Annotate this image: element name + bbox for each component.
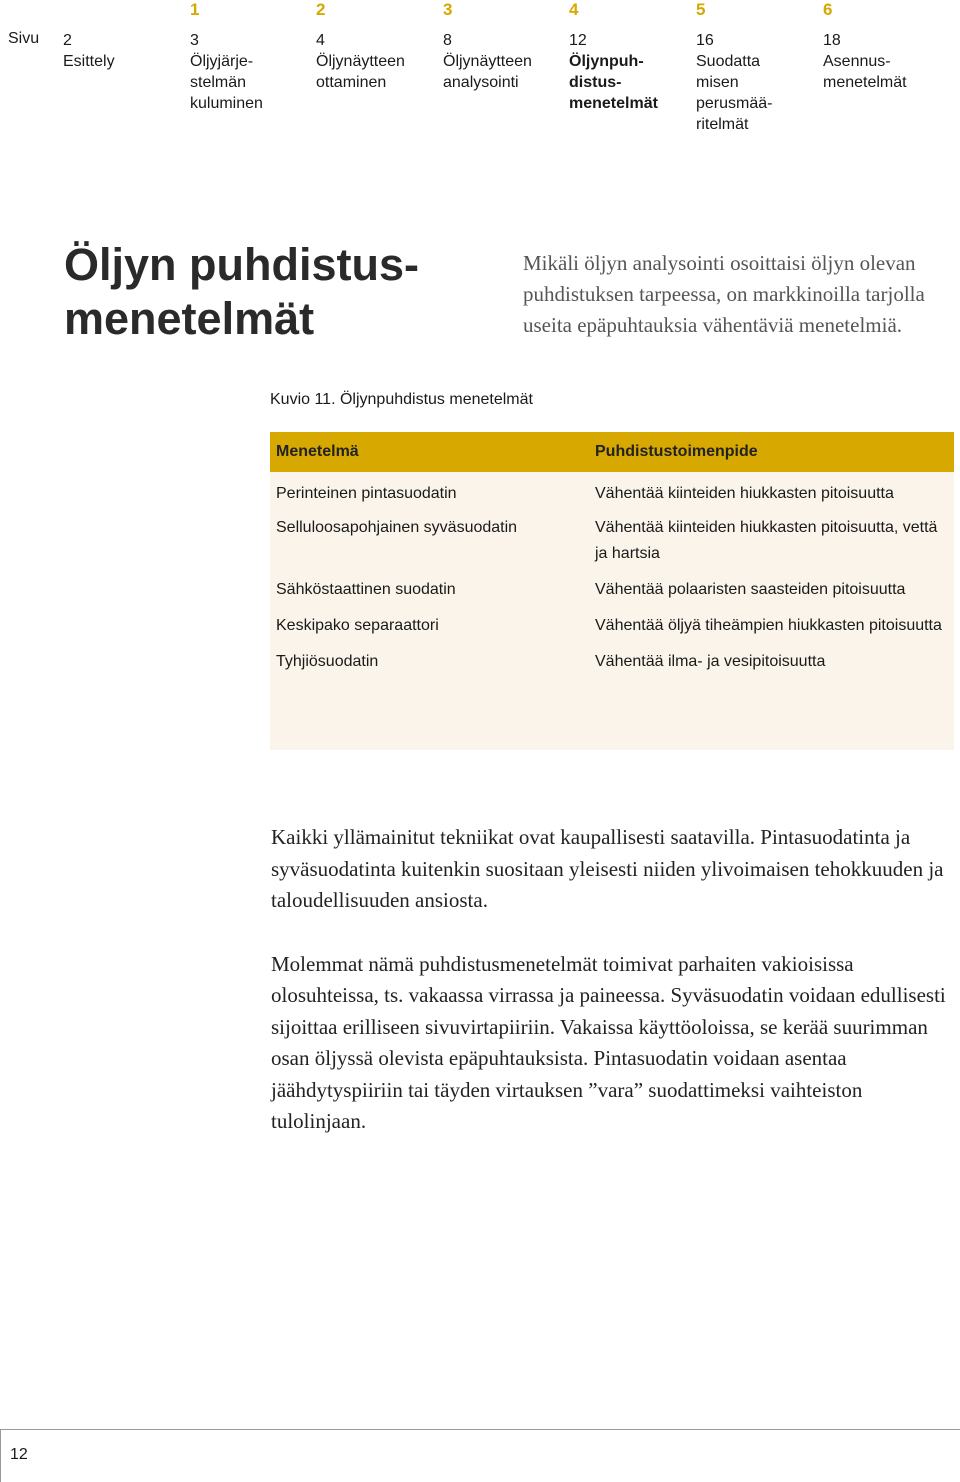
figure-caption: Kuvio 11. Öljynpuhdistus menetelmät xyxy=(270,391,533,408)
nav-item-label: Öljynpuh- distus- menetelmät xyxy=(569,53,658,112)
nav-chapter-number: 4 xyxy=(569,0,579,19)
nav-page-label: Sivu xyxy=(8,30,40,47)
nav-chapter-number: 5 xyxy=(696,0,706,19)
table-cell-method: Keskipako separaattori xyxy=(276,617,439,634)
footer-divider xyxy=(0,1429,960,1430)
nav-item-label: Öljynäytteen ottaminen xyxy=(316,53,405,91)
nav-item-chapter-5[interactable] xyxy=(696,0,772,135)
nav-item-chapter-4-active[interactable] xyxy=(569,0,658,114)
paragraph: Kaikki yllämainitut tekniikat ovat kaupallisesti saatavilla. Pintasuodatinta ja syväsuodatinta kuitenkin suositaan yleisesti niiden ylivoimaisen tehokkuuden ja taloudellisuuden ansiosta. xyxy=(271,825,944,912)
table-cell-method: Sähköstaattinen suodatin xyxy=(276,581,456,598)
footer-page-number: 12 xyxy=(10,1446,28,1463)
table-cell-action: Vähentää polaaristen saasteiden pitoisuutta xyxy=(595,581,906,598)
table-cell-method: Selluloosapohjainen syväsuodatin xyxy=(276,519,518,536)
table-row xyxy=(270,649,954,685)
table-row xyxy=(270,515,954,577)
table-cell-action: Vähentää öljyä tiheämpien hiukkasten pitoisuutta xyxy=(595,617,942,634)
nav-page-number: 16 xyxy=(696,32,714,49)
nav-item-chapter-6[interactable] xyxy=(823,0,907,93)
nav-page-number: 18 xyxy=(823,32,841,49)
nav-item-label: Asennus- menetelmät xyxy=(823,53,907,91)
nav-chapter-number: 2 xyxy=(316,0,326,19)
nav-item-esittely[interactable] xyxy=(63,0,115,72)
page-title: Öljyn puhdistus- menetelmät xyxy=(64,239,419,344)
table-cell-method: Perinteinen pintasuodatin xyxy=(276,485,457,502)
nav-page-number: 4 xyxy=(316,32,325,49)
table-row xyxy=(270,613,954,649)
nav-item-label: Öljynäytteen analysointi xyxy=(443,53,532,91)
nav-chapter-number xyxy=(63,0,115,30)
table-header-row xyxy=(270,432,954,472)
nav-chapter-number: 3 xyxy=(443,0,453,19)
methods-table xyxy=(270,432,954,750)
nav-page-number: 2 xyxy=(63,32,72,49)
table-cell-action: Vähentää kiinteiden hiukkasten pitoisuutta xyxy=(595,485,894,502)
table-cell-method: Tyhjiösuodatin xyxy=(276,653,379,670)
footer-divider-vertical xyxy=(0,1429,1,1482)
nav-item-chapter-1[interactable] xyxy=(190,0,263,114)
column-header-action: Puhdistustoimenpide xyxy=(589,432,954,472)
nav-item-chapter-2[interactable] xyxy=(316,0,405,93)
nav-item-label: Öljyjärje- stelmän kuluminen xyxy=(190,53,263,112)
table-cell-action: Vähentää ilma- ja vesipitoisuutta xyxy=(595,653,826,670)
nav-chapter-number: 6 xyxy=(823,0,833,19)
paragraph: Molemmat nämä puhdistusmenetelmät toimivat parhaiten vakioisissa olosuhteissa, ts. vakaassa virrassa ja paineessa. Syväsuodatin voidaan edullisesti sijoittaa erilliseen sivuvirtapiiriin. Vakaissa käyttöoloissa, se kerää suurimman osan öljyssä olevista epäpuhtauksista. Pintasuodatin voidaan asentaa jäähdytyspiiriin tai täyden virtauksen ”vara” suodattimeksi vaihteiston tulolinjaan. xyxy=(271,951,946,1133)
table-cell-action: Vähentää kiinteiden hiukkasten pitoisuutta, vettä ja hartsia xyxy=(595,519,938,562)
body-text xyxy=(271,822,951,1170)
nav-item-label: Esittely xyxy=(63,53,115,70)
table-row xyxy=(270,472,954,515)
nav-item-chapter-3[interactable] xyxy=(443,0,532,93)
nav-page-number: 3 xyxy=(190,32,199,49)
nav-page-number: 8 xyxy=(443,32,452,49)
table-row xyxy=(270,577,954,613)
nav-page-number: 12 xyxy=(569,32,587,49)
column-header-method: Menetelmä xyxy=(270,432,589,472)
intro-text: Mikäli öljyn analysointi osoittaisi öljyn olevan puhdistuksen tarpeessa, on markkinoilla tarjolla useita epäpuhtauksia vähentäviä menetelmiä. xyxy=(523,251,925,337)
nav-item-label: Suodatta misen perusmää- ritelmät xyxy=(696,53,773,133)
nav-chapter-number: 1 xyxy=(190,0,200,19)
